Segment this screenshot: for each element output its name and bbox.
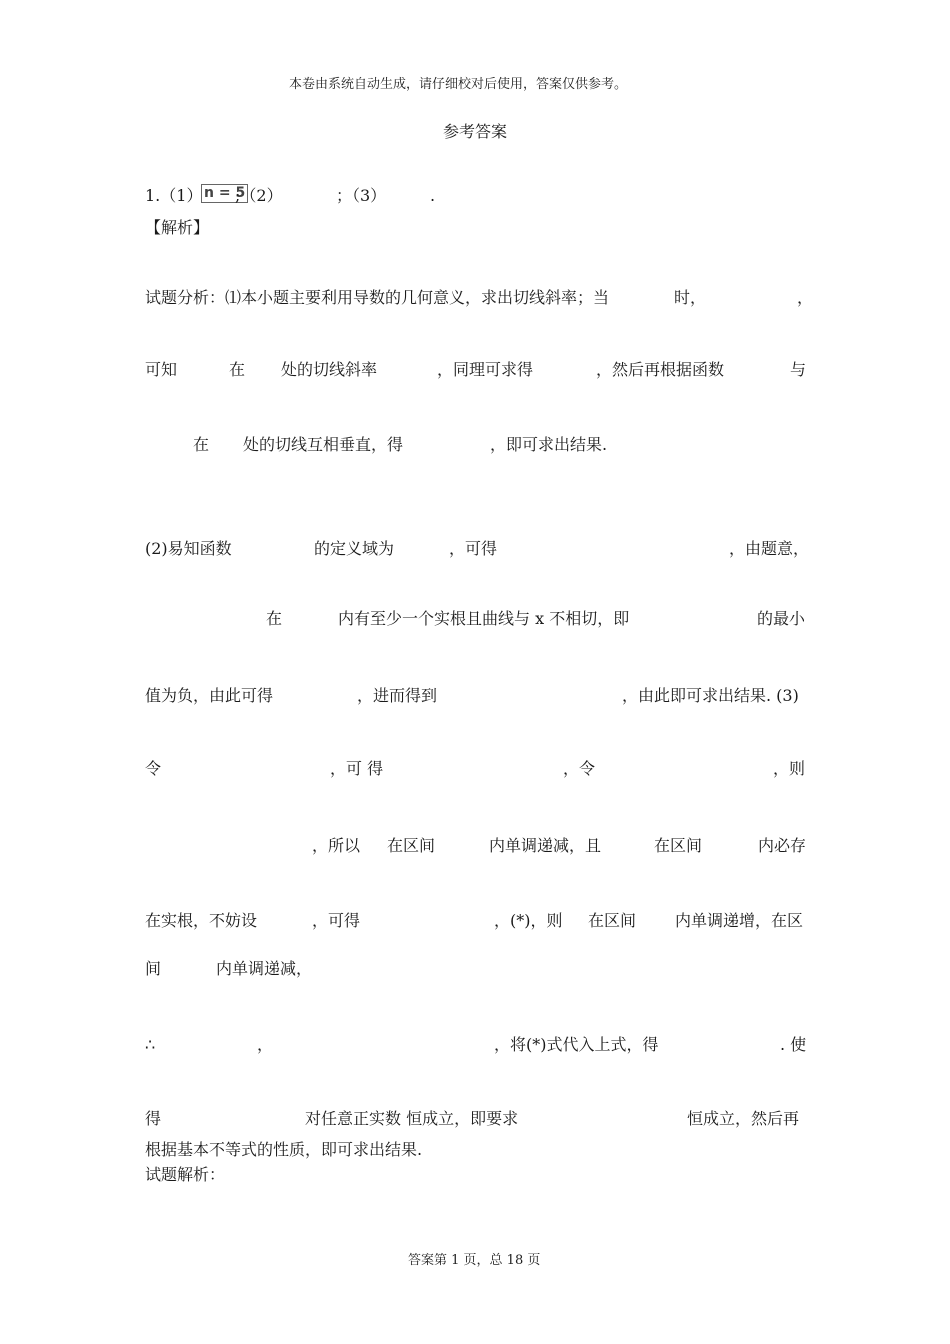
analysis-text: ，同理可求得 [437,360,534,379]
analysis-text: 在实根，不妨设 [145,911,258,930]
analysis-text: ，然后再根据函数 [596,360,725,379]
analysis-text: 时， [674,288,707,307]
analysis-text: 的定义域为 [314,539,395,558]
analysis-text: 在 [229,360,246,379]
analysis-text: ，则 [773,759,806,778]
analysis-text: 值为负，由此可得 [145,686,274,705]
analysis-text: 在区间 [387,836,436,855]
analysis-text: 恒成立，然后再 [687,1109,800,1128]
analysis-text: (2)易知函数 [145,539,232,558]
analysis-text: ，可得 [312,911,361,930]
analysis-text: 试题分析：⑴本小题主要利用导数的几何意义，求出切线斜率；当 [145,288,610,307]
analysis-text: 内单调递减，且 [489,836,602,855]
page-footer: 答案第 1 页，总 18 页 [408,1253,541,1268]
section-jiexi: 【解析】 [145,218,210,237]
analysis-text: 与 [790,360,807,379]
analysis-text: 在 [193,435,210,454]
analysis-text: ，进而得到 [357,686,438,705]
analysis-text: 内必存 [758,836,807,855]
analysis-text: ，由题意， [729,539,810,558]
analysis-text: 内单调递增，在区 [675,911,804,930]
analysis-text: 的最小 [757,609,806,628]
analysis-text: ， [797,288,814,307]
section-shiti: 试题解析： [145,1165,226,1184]
analysis-text: ，即可求出结果. [490,435,608,454]
analysis-text: ，可 得 [330,759,384,778]
header-notice: 本卷由系统自动生成，请仔细校对后使用，答案仅供参考。 [289,77,628,92]
analysis-text: 处的切线互相垂直，得 [243,435,404,454]
analysis-text: 令 [145,759,162,778]
analysis-text: ∴ [145,1035,156,1054]
analysis-text: 处的切线斜率 [281,360,378,379]
boxed-formula: n = 5 [201,184,248,203]
analysis-text: 根据基本不等式的性质，即可求出结果. [145,1140,423,1159]
q1-number: 1.（1） [145,186,203,205]
q1-part3: ；（3） [336,186,387,205]
analysis-text: 在 [266,609,283,628]
page-title: 参考答案 [443,122,508,141]
analysis-text: 内单调递减， [216,959,313,978]
analysis-text: 在区间 [588,911,637,930]
analysis-text: ，所以 [312,836,361,855]
analysis-text: ， [257,1035,274,1054]
analysis-text: 内有至少一个实根且曲线与 x 不相切，即 [338,609,630,628]
q1-part2: ;（2） [235,186,283,205]
analysis-text: ，(*)，则 [494,911,563,930]
analysis-text: 对任意正实数 恒成立，即要求 [305,1109,519,1128]
analysis-text: 可知 [145,360,178,379]
analysis-text: ，令 [563,759,596,778]
analysis-text: 在区间 [654,836,703,855]
q1-end: . [430,186,436,205]
analysis-text: ，将(*)式代入上式，得 [494,1035,659,1054]
analysis-text: 间 [145,959,162,978]
analysis-text: ，可得 [449,539,498,558]
analysis-text: 得 [145,1109,162,1128]
analysis-text: ，由此即可求出结果. (3) [622,686,799,705]
analysis-text: . 使 [780,1035,807,1054]
